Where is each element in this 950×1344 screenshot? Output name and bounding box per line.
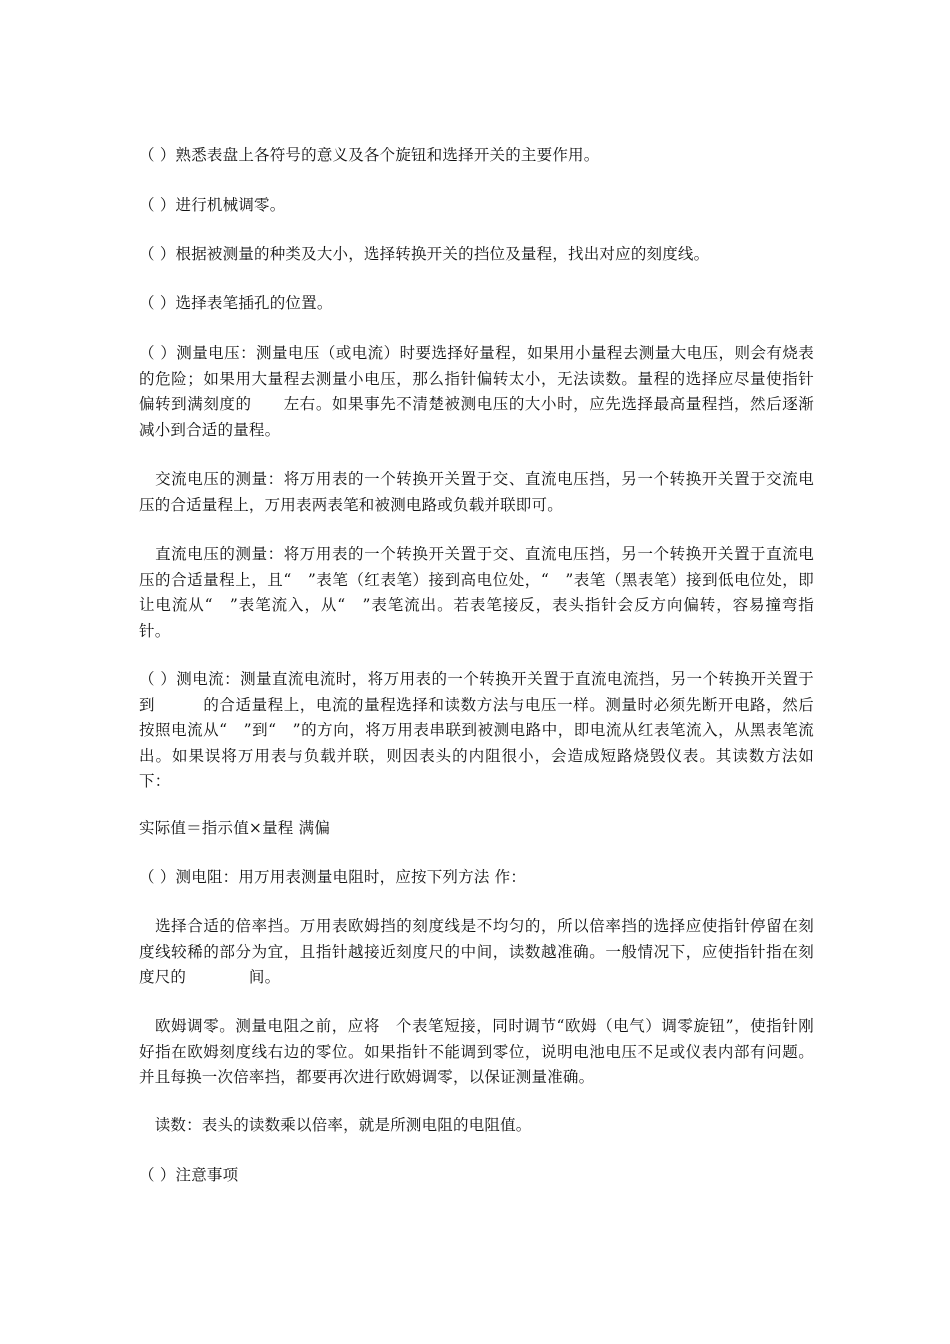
paragraph-ohm-zero: 欧姆调零。测量电阻之前，应将 个表笔短接，同时调节“欧姆（电气）调零旋钮”，使指针刚好指在欧姆刻度线右边的零位。如果指针不能调到零位，说明电池电压不足或仪表内部有问题。并且每换一次倍率挡，都要再次进行欧姆调零，以保证测量准确。	[139, 1017, 814, 1086]
paragraph-dc-voltage: 直流电压的测量：将万用表的一个转换开关置于交、直流电压挡，另一个转换开关置于直流电压的合适量程上，且“ ”表笔（红表笔）接到高电位处，“ ”表笔（黑表笔）接到低电位处，即让电流从“ ”表笔流入，从“ ”表笔流出。若表笔接反，表头指针会反方向偏转，容易撞弯指针。	[139, 545, 814, 640]
paragraph-measure-current: （ ）测电流：测量直流电流时，将万用表的一个转换开关置于直流电流挡，另一个转换开关置于 到 的合适量程上，电流的量程选择和读数方法与电压一样。测量时必须先断开电路，然后按照电流从“ ”到“ ”的方向，将万用表串联到被测电路中，即电流从红表笔流入，从黑表笔流出。如果误将万用表与负载并联，则因表头的内阻很小，会造成短路烧毁仪表。其读数方法如下：	[139, 670, 862, 790]
paragraph-probe-jack: （ ）选择表笔插孔的位置。	[139, 294, 333, 312]
paragraph-reading-formula: 实际值＝指示值×量程 满偏	[139, 819, 331, 837]
paragraph-measure-resistance: （ ）测电阻：用万用表测量电阻时，应按下列方法 作：	[139, 868, 527, 886]
paragraph-familiarize-dial: （ ）熟悉表盘上各符号的意义及各个旋钮和选择开关的主要作用。	[139, 146, 600, 164]
paragraph-measure-voltage: （ ）测量电压：测量电压（或电流）时要选择好量程，如果用小量程去测量大电压，则会有烧表的危险；如果用大量程去测量小电压，那么指针偏转太小，无法读数。量程的选择应尽量使指针偏转到满刻度的 左右。如果事先不清楚被测电压的大小时，应先选择最高量程挡，然后逐渐减小到合适的量程。	[139, 344, 814, 439]
paragraph-select-range: （ ）根据被测量的种类及大小，选择转换开关的挡位及量程，找出对应的刻度线。	[139, 245, 710, 263]
paragraph-select-multiplier: 选择合适的倍率挡。万用表欧姆挡的刻度线是不均匀的，所以倍率挡的选择应使指针停留在刻度线较稀的部分为宜，且指针越接近刻度尺的中间，读数越准确。一般情况下，应使指针指在刻度尺的 间。	[139, 917, 814, 986]
paragraph-mechanical-zero: （ ）进行机械调零。	[139, 196, 286, 214]
paragraph-precautions: （ ）注意事项	[139, 1166, 239, 1184]
paragraph-ac-voltage: 交流电压的测量：将万用表的一个转换开关置于交、直流电压挡，另一个转换开关置于交流电压的合适量程上，万用表两表笔和被测电路或负载并联即可。	[139, 470, 814, 514]
paragraph-reading: 读数：表头的读数乘以倍率，就是所测电阻的电阻值。	[139, 1116, 532, 1134]
